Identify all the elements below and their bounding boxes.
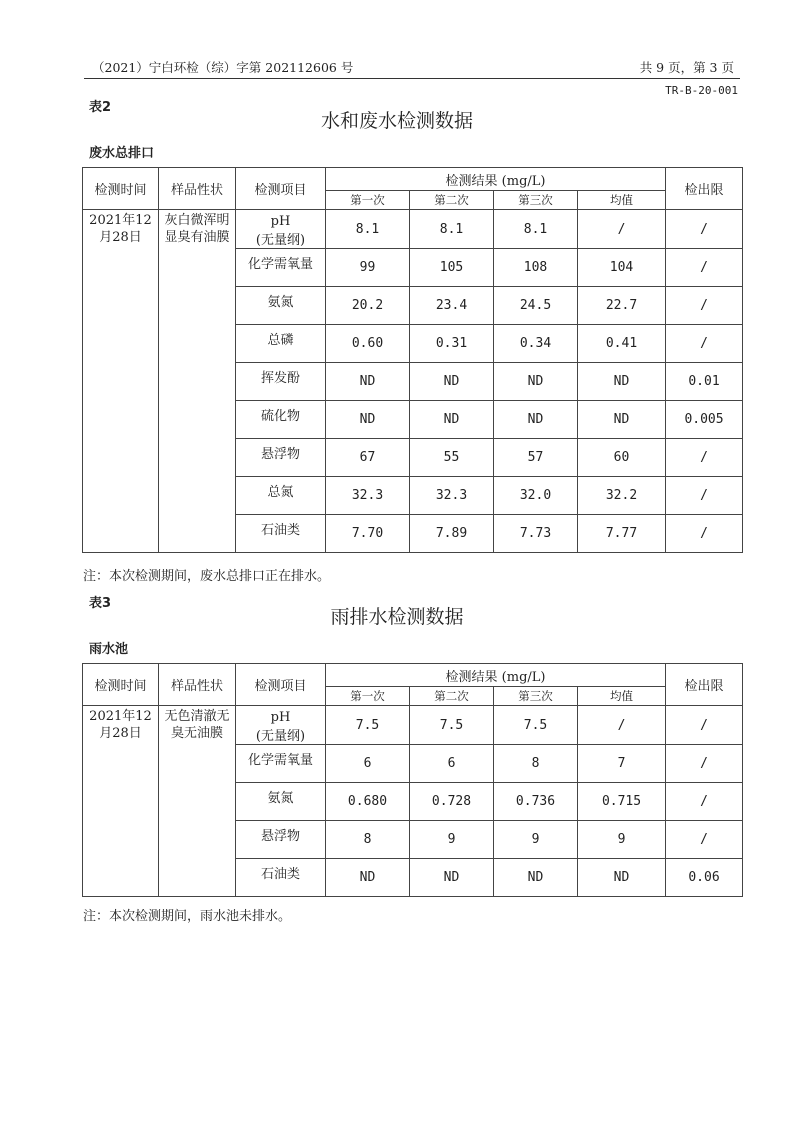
test-item-name: 悬浮物 (260, 447, 300, 462)
test-item-name: 石油类 (260, 523, 300, 538)
table2-title: 水和废水检测数据 (320, 110, 473, 132)
value-limit: 0.005 (666, 401, 743, 439)
value-avg: 22.7 (578, 287, 666, 325)
table3-title: 雨排水检测数据 (330, 606, 464, 628)
test-item-name: pH (270, 710, 291, 725)
value-r2: 23.4 (410, 287, 494, 325)
test-item-name: 总氮 (267, 485, 294, 500)
value-r3: 0.736 (494, 783, 578, 821)
value-r1: 8 (326, 821, 410, 859)
value-r2: 105 (410, 249, 494, 287)
test-item-name: 挥发酚 (260, 371, 300, 386)
test-item-unit: (无量纲) (255, 233, 306, 248)
header-result: 检测结果 (mg/L) (326, 168, 666, 191)
value-r1: 20.2 (326, 287, 410, 325)
value-r3: 8.1 (494, 210, 578, 249)
value-r2: 8.1 (410, 210, 494, 249)
value-avg: 104 (578, 249, 666, 287)
table3-label: 表3 (89, 596, 112, 611)
test-item (236, 477, 326, 515)
test-item (236, 401, 326, 439)
test-date: 2021年12月28日 (83, 706, 159, 897)
value-r3: 7.5 (494, 706, 578, 745)
test-item (236, 287, 326, 325)
value-avg: 7.77 (578, 515, 666, 553)
test-item-name: 氨氮 (267, 791, 294, 806)
test-item-name: 悬浮物 (260, 829, 300, 844)
value-limit: / (666, 249, 743, 287)
header-avg: 均值 (578, 687, 666, 706)
header-r2: 第二次 (410, 687, 494, 706)
value-limit: 0.06 (666, 859, 743, 897)
value-r3: 9 (494, 821, 578, 859)
value-r1: 32.3 (326, 477, 410, 515)
header-limit: 检出限 (666, 664, 743, 706)
test-item (236, 706, 326, 745)
table2-data-table (82, 167, 743, 553)
value-avg: / (578, 210, 666, 249)
value-avg: 7 (578, 745, 666, 783)
value-r2: ND (410, 401, 494, 439)
table2-subtitle: 废水总排口 (89, 146, 155, 161)
value-limit: 0.01 (666, 363, 743, 401)
value-r3: ND (494, 401, 578, 439)
header-limit: 检出限 (666, 168, 743, 210)
sample-description: 无色清澈无臭无油膜 (159, 706, 236, 897)
value-r1: ND (326, 859, 410, 897)
value-limit: / (666, 821, 743, 859)
value-r1: 8.1 (326, 210, 410, 249)
value-limit: / (666, 515, 743, 553)
value-r3: 108 (494, 249, 578, 287)
test-item (236, 249, 326, 287)
table3-note: 注：本次检测期间，雨水池未排水。 (83, 909, 292, 924)
value-r3: ND (494, 859, 578, 897)
value-avg: 9 (578, 821, 666, 859)
test-item (236, 859, 326, 897)
value-avg: / (578, 706, 666, 745)
value-r2: ND (410, 859, 494, 897)
value-r1: 99 (326, 249, 410, 287)
header-item: 检测项目 (236, 168, 326, 210)
value-limit: / (666, 745, 743, 783)
value-avg: 32.2 (578, 477, 666, 515)
value-avg: ND (578, 859, 666, 897)
test-item-name: 总磷 (267, 333, 294, 348)
value-r1: 7.70 (326, 515, 410, 553)
header-divider (84, 78, 740, 79)
test-item-name: 硫化物 (260, 409, 300, 424)
report-number: （2021）宁白环检（综）字第 202112606 号 (92, 60, 354, 75)
test-item (236, 821, 326, 859)
header-r3: 第三次 (494, 687, 578, 706)
header-time: 检测时间 (83, 664, 159, 706)
test-item (236, 210, 326, 249)
value-r3: 24.5 (494, 287, 578, 325)
test-item (236, 783, 326, 821)
test-item (236, 515, 326, 553)
value-r2: 55 (410, 439, 494, 477)
value-r1: 6 (326, 745, 410, 783)
value-avg: 0.41 (578, 325, 666, 363)
value-limit: / (666, 477, 743, 515)
value-r2: 6 (410, 745, 494, 783)
value-r3: 32.0 (494, 477, 578, 515)
value-r2: 32.3 (410, 477, 494, 515)
value-avg: 0.715 (578, 783, 666, 821)
table-row (83, 706, 743, 745)
test-item-name: 化学需氧量 (247, 753, 313, 768)
test-item (236, 325, 326, 363)
test-item-name: 化学需氧量 (247, 257, 313, 272)
value-r3: 7.73 (494, 515, 578, 553)
value-limit: / (666, 439, 743, 477)
header-r1: 第一次 (326, 191, 410, 210)
value-r1: ND (326, 363, 410, 401)
header-result: 检测结果 (mg/L) (326, 664, 666, 687)
test-item (236, 745, 326, 783)
value-avg: ND (578, 401, 666, 439)
value-r1: 0.60 (326, 325, 410, 363)
test-date: 2021年12月28日 (83, 210, 159, 553)
test-item-unit: (无量纲) (255, 729, 306, 744)
value-r3: 57 (494, 439, 578, 477)
header-sample: 样品性状 (159, 168, 236, 210)
test-item-name: pH (270, 214, 291, 229)
table3-data-table (82, 663, 743, 897)
value-r2: 0.31 (410, 325, 494, 363)
header-avg: 均值 (578, 191, 666, 210)
value-r1: 7.5 (326, 706, 410, 745)
value-r2: 9 (410, 821, 494, 859)
header-sample: 样品性状 (159, 664, 236, 706)
value-limit: / (666, 325, 743, 363)
test-item-name: 石油类 (260, 867, 300, 882)
header-r1: 第一次 (326, 687, 410, 706)
value-r3: ND (494, 363, 578, 401)
table-row (83, 210, 743, 249)
value-r1: 0.680 (326, 783, 410, 821)
value-r1: 67 (326, 439, 410, 477)
document-code: TR-B-20-001 (665, 84, 738, 97)
test-item (236, 363, 326, 401)
value-r1: ND (326, 401, 410, 439)
table2-label: 表2 (89, 100, 112, 115)
value-limit: / (666, 210, 743, 249)
table2-note: 注：本次检测期间，废水总排口正在排水。 (83, 569, 331, 584)
value-avg: 60 (578, 439, 666, 477)
value-avg: ND (578, 363, 666, 401)
value-limit: / (666, 783, 743, 821)
value-r2: 0.728 (410, 783, 494, 821)
value-r2: 7.5 (410, 706, 494, 745)
header-r3: 第三次 (494, 191, 578, 210)
value-limit: / (666, 287, 743, 325)
value-limit: / (666, 706, 743, 745)
value-r2: ND (410, 363, 494, 401)
table3-subtitle: 雨水池 (89, 642, 129, 657)
header-item: 检测项目 (236, 664, 326, 706)
page-indicator: 共 9 页，第 3 页 (639, 60, 734, 75)
test-item (236, 439, 326, 477)
value-r3: 0.34 (494, 325, 578, 363)
value-r2: 7.89 (410, 515, 494, 553)
header-time: 检测时间 (83, 168, 159, 210)
value-r3: 8 (494, 745, 578, 783)
test-item-name: 氨氮 (267, 295, 294, 310)
header-r2: 第二次 (410, 191, 494, 210)
sample-description: 灰白微浑明显臭有油膜 (159, 210, 236, 553)
